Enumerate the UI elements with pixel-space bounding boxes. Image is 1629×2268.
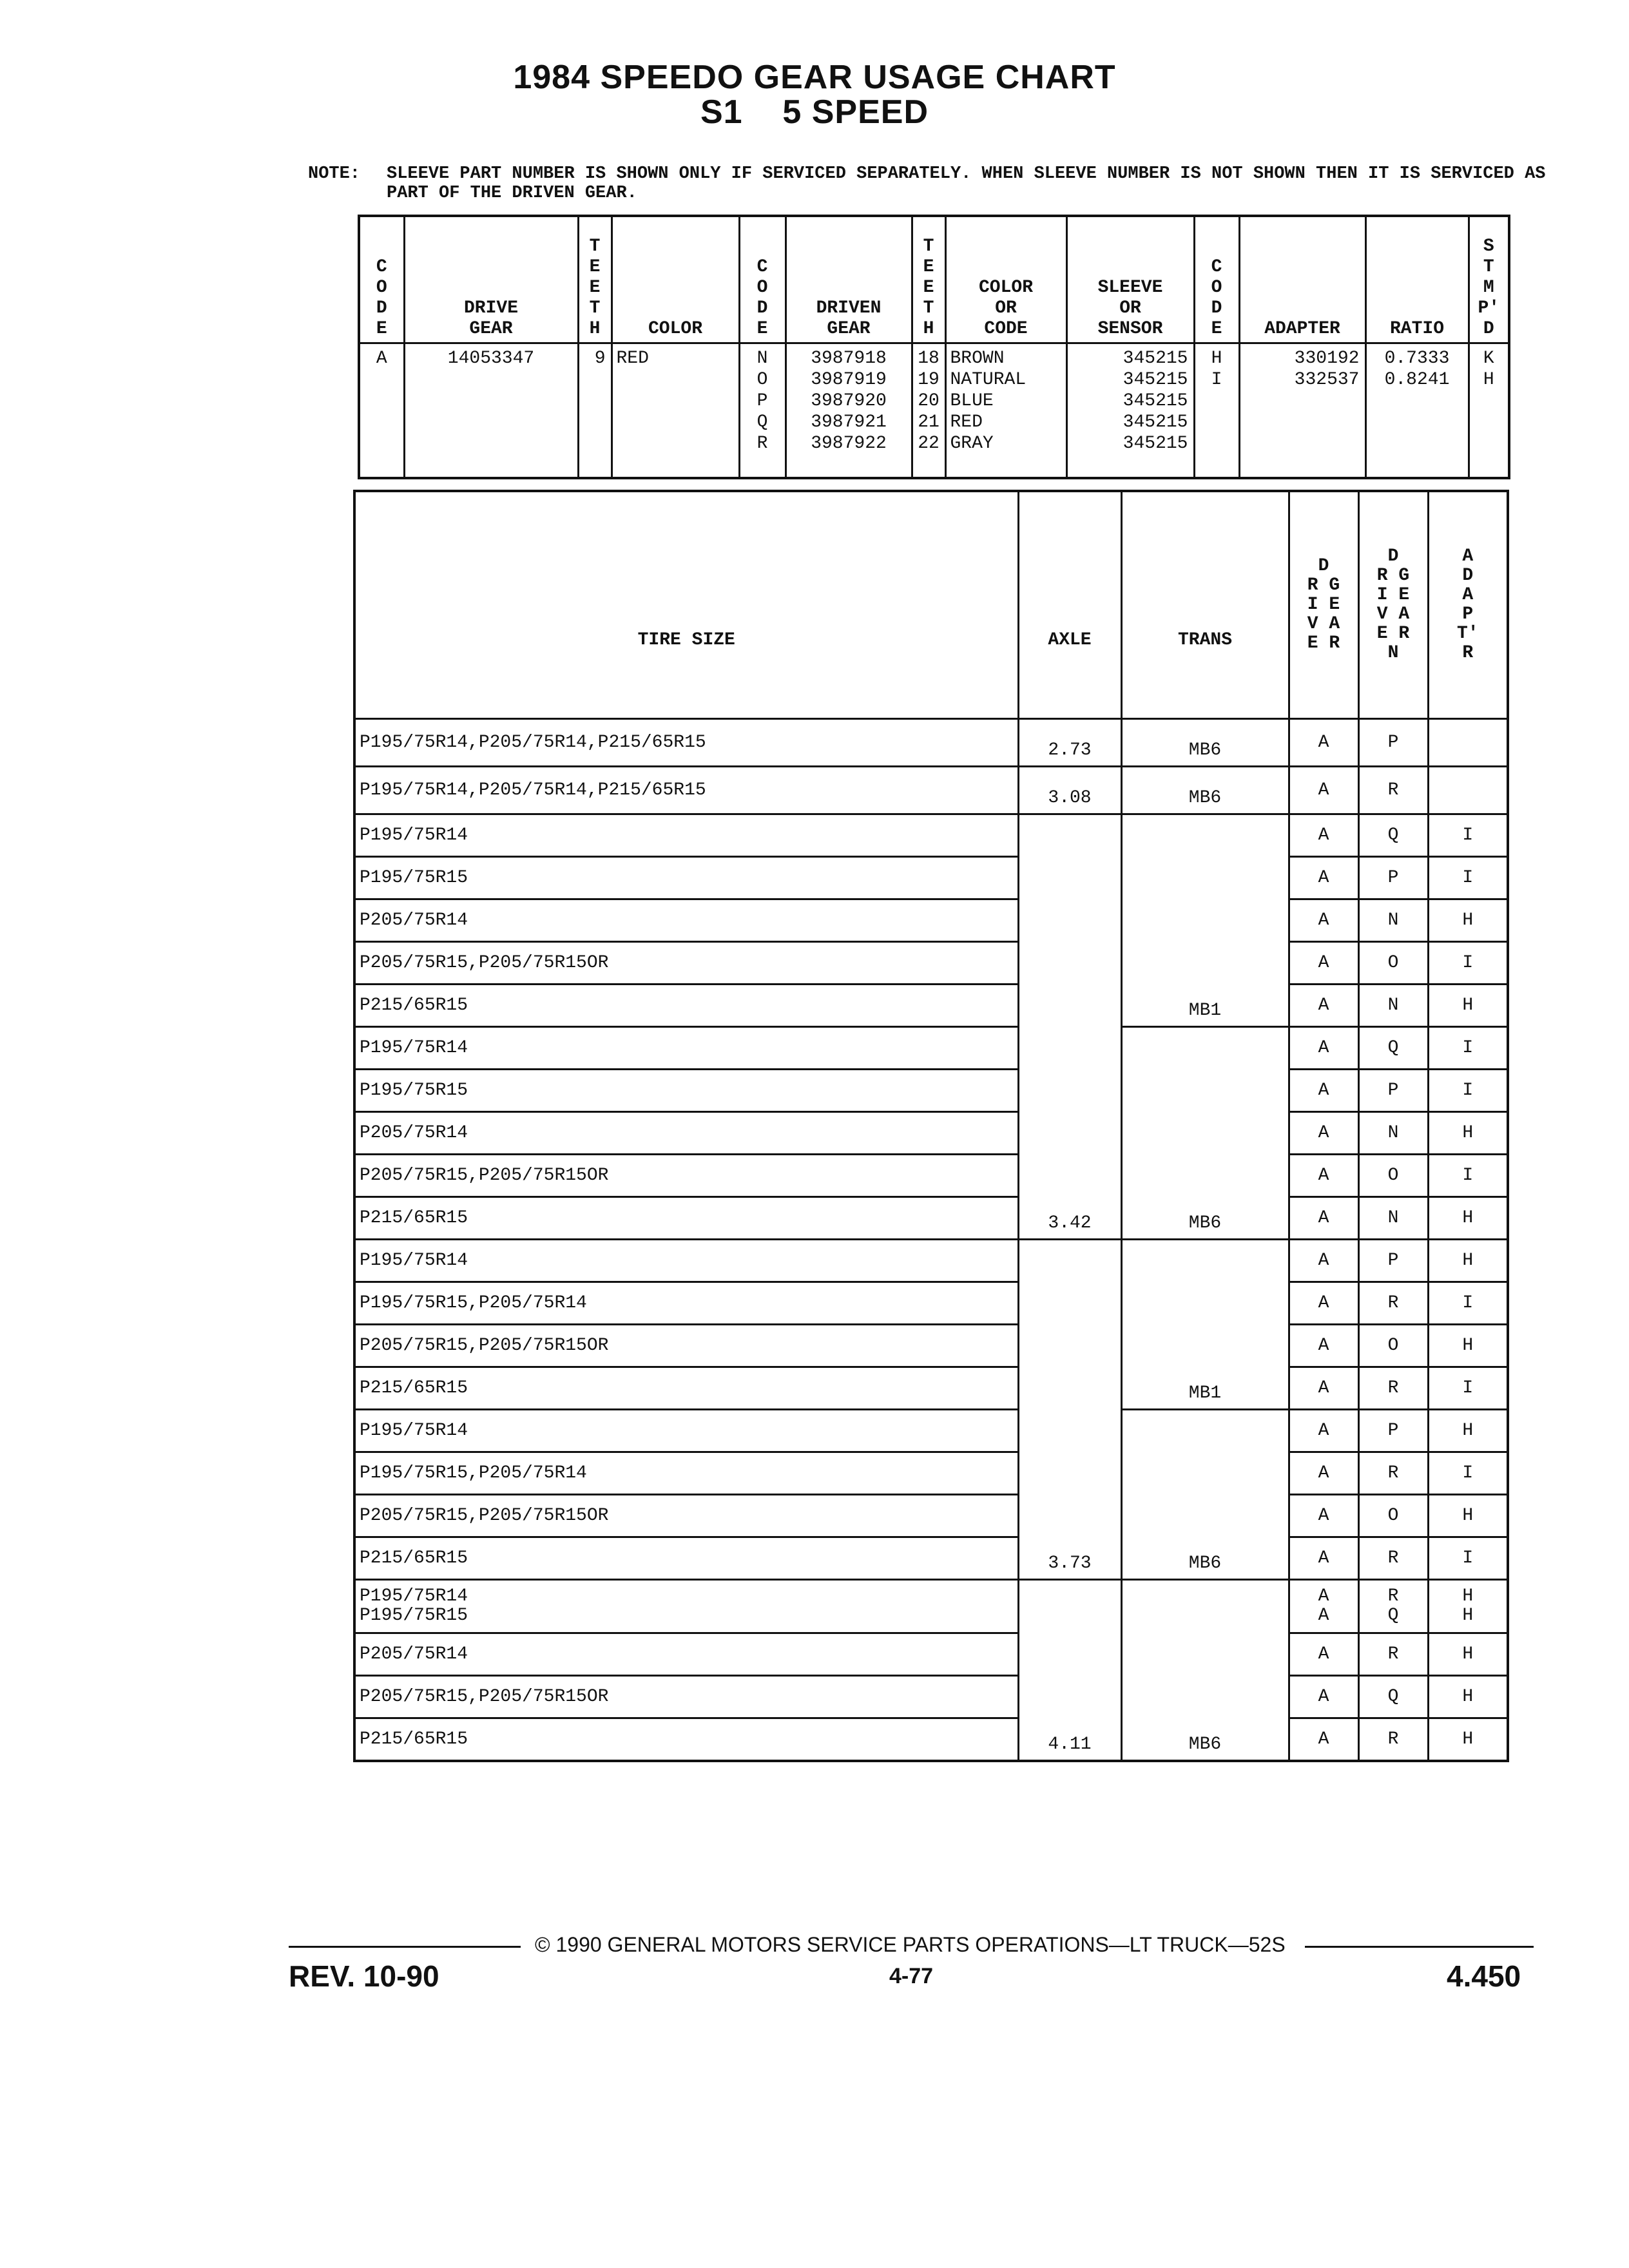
drive-code: A — [1289, 1112, 1358, 1155]
cell-stmpd: K H — [1469, 343, 1509, 479]
page-number-center: 4-77 — [889, 1964, 934, 1988]
table-row — [354, 1718, 1508, 1762]
adapter-code: H — [1428, 1676, 1508, 1718]
adapter-code: H — [1428, 1410, 1508, 1452]
table-row — [354, 857, 1508, 899]
adapter-code — [1428, 719, 1508, 767]
driven-code: O — [1358, 1495, 1428, 1537]
drive-code: A — [1289, 1240, 1358, 1282]
cell-color: RED — [612, 343, 739, 479]
driven-code: P — [1358, 1240, 1428, 1282]
table-row — [354, 719, 1508, 767]
table-row — [354, 1537, 1508, 1580]
tire-size: P195/75R14 — [354, 1240, 1018, 1282]
driven-code: N — [1358, 1112, 1428, 1155]
adapter-code: I — [1428, 1282, 1508, 1325]
driven-code: Q — [1358, 1027, 1428, 1070]
adapter-code: I — [1428, 814, 1508, 857]
tire-size: P195/75R14 — [354, 814, 1018, 857]
tire-table — [353, 490, 1509, 1762]
drive-code: A — [1289, 1070, 1358, 1112]
header-adapter-code: A D A P T' R — [1428, 491, 1508, 719]
revision-label: REV. 10-90 — [289, 1959, 439, 1993]
table-row — [354, 1112, 1508, 1155]
cell-teeth-driven: 18 19 20 21 22 — [912, 343, 945, 479]
tire-size: P195/75R15 — [354, 857, 1018, 899]
adapter-code — [1428, 767, 1508, 814]
driven-code: P — [1358, 857, 1428, 899]
drive-code: A — [1289, 1633, 1358, 1676]
drive-code: A — [1289, 942, 1358, 985]
adapter-code: I — [1428, 857, 1508, 899]
drive-code: A — [1289, 899, 1358, 942]
adapter-code: H — [1428, 1495, 1508, 1537]
drive-code: A — [1289, 1537, 1358, 1580]
axle-value: 3.08 — [1018, 767, 1121, 814]
driven-code: R Q — [1358, 1580, 1428, 1633]
adapter-code: I — [1428, 1027, 1508, 1070]
driven-code: R — [1358, 767, 1428, 814]
page-number-right: 4.450 — [1447, 1959, 1521, 1993]
tire-size: P215/65R15 — [354, 1197, 1018, 1240]
driven-code: P — [1358, 719, 1428, 767]
cell-teeth: 9 — [578, 343, 612, 479]
table-row — [354, 1027, 1508, 1070]
header-code: C O D E — [359, 216, 404, 343]
drive-code: A — [1289, 1367, 1358, 1410]
page-subtitle: S1 5 SPEED — [700, 93, 929, 131]
drive-code: A — [1289, 767, 1358, 814]
adapter-code: I — [1428, 942, 1508, 985]
drive-code: A — [1289, 1282, 1358, 1325]
table-row — [354, 1410, 1508, 1452]
cell-code-driven: N O P Q R — [739, 343, 786, 479]
note-label: NOTE: — [308, 164, 361, 184]
tire-size: P205/75R15,P205/75R15OR — [354, 1155, 1018, 1197]
driven-code: Q — [1358, 814, 1428, 857]
table-row — [354, 1452, 1508, 1495]
page-title: 1984 SPEEDO GEAR USAGE CHART — [513, 59, 1116, 96]
axle-value: 3.73 — [1018, 1240, 1121, 1580]
drive-code: A — [1289, 814, 1358, 857]
cell-color-or-code: BROWN NATURAL BLUE RED GRAY — [945, 343, 1066, 479]
header-code-adapter: C O D E — [1194, 216, 1239, 343]
drive-code: A — [1289, 1155, 1358, 1197]
trans-value: MB1 — [1121, 814, 1289, 1027]
tire-size: P195/75R14 — [354, 1027, 1018, 1070]
table-row — [354, 1325, 1508, 1367]
trans-value: MB6 — [1121, 767, 1289, 814]
driven-code: R — [1358, 1633, 1428, 1676]
table-row — [354, 985, 1508, 1027]
driven-code: O — [1358, 1155, 1428, 1197]
driven-code: Q — [1358, 1676, 1428, 1718]
adapter-code: H — [1428, 899, 1508, 942]
axle-value: 3.42 — [1018, 814, 1121, 1240]
tire-size: P215/65R15 — [354, 1367, 1018, 1410]
table-row — [354, 767, 1508, 814]
adapter-code: H — [1428, 1718, 1508, 1762]
driven-code: O — [1358, 942, 1428, 985]
table-row — [354, 899, 1508, 942]
drive-code: A — [1289, 857, 1358, 899]
driven-code: N — [1358, 985, 1428, 1027]
driven-code: P — [1358, 1410, 1428, 1452]
cell-driven-gear: 3987918 3987919 3987920 3987921 3987922 — [786, 343, 912, 479]
header-teeth: T E E T H — [578, 216, 612, 343]
drive-code: A — [1289, 719, 1358, 767]
header-code-driven: C O D E — [739, 216, 786, 343]
tire-size: P215/65R15 — [354, 1537, 1018, 1580]
cell-code: A — [359, 343, 404, 479]
tire-size: P205/75R14 — [354, 1112, 1018, 1155]
header-trans: TRANS — [1121, 491, 1289, 719]
header-sleeve-or-sensor: SLEEVE OR SENSOR — [1066, 216, 1194, 343]
table-row — [354, 1676, 1508, 1718]
cell-sleeve: 345215 345215 345215 345215 345215 — [1066, 343, 1194, 479]
footer-rule-right — [1305, 1946, 1534, 1948]
adapter-code: H — [1428, 1112, 1508, 1155]
header-drive-gear: DRIVE GEAR — [404, 216, 578, 343]
header-drive-gear-code: D R G I E V A E R — [1289, 491, 1358, 719]
adapter-code: H — [1428, 1240, 1508, 1282]
adapter-code: I — [1428, 1537, 1508, 1580]
tire-size: P205/75R15,P205/75R15OR — [354, 942, 1018, 985]
drive-code: A — [1289, 1495, 1358, 1537]
header-driven-gear: DRIVEN GEAR — [786, 216, 912, 343]
header-driven-gear-code: D R G I E V A E R N — [1358, 491, 1428, 719]
table-row — [354, 1633, 1508, 1676]
adapter-code: I — [1428, 1452, 1508, 1495]
trans-value: MB6 — [1121, 1410, 1289, 1580]
driven-code: R — [1358, 1718, 1428, 1762]
adapter-code: H — [1428, 1197, 1508, 1240]
axle-value: 2.73 — [1018, 719, 1121, 767]
tire-size: P215/65R15 — [354, 1718, 1018, 1762]
table-row — [354, 1580, 1508, 1633]
adapter-code: I — [1428, 1155, 1508, 1197]
adapter-code: I — [1428, 1367, 1508, 1410]
note-text: SLEEVE PART NUMBER IS SHOWN ONLY IF SERVICED SEPARATELY. WHEN SLEEVE NUMBER IS NOT SHOWN THEN IT IS SERVICED AS PART OF THE DRIVEN GEAR. — [387, 164, 1546, 203]
tire-size: P195/75R14 P195/75R15 — [354, 1580, 1018, 1633]
drive-code: A — [1289, 1410, 1358, 1452]
table-row — [354, 1070, 1508, 1112]
tire-size: P195/75R14 — [354, 1410, 1018, 1452]
header-adapter: ADAPTER — [1239, 216, 1365, 343]
adapter-code: H H — [1428, 1580, 1508, 1633]
header-ratio: RATIO — [1365, 216, 1469, 343]
tire-size: P195/75R15 — [354, 1070, 1018, 1112]
adapter-code: I — [1428, 1070, 1508, 1112]
drive-code: A — [1289, 1718, 1358, 1762]
tire-size: P205/75R15,P205/75R15OR — [354, 1325, 1018, 1367]
table-row — [354, 942, 1508, 985]
cell-ratio: 0.7333 0.8241 — [1365, 343, 1469, 479]
driven-code: N — [1358, 1197, 1428, 1240]
footer-rule-left — [289, 1946, 521, 1948]
header-color-or-code: COLOR OR CODE — [945, 216, 1066, 343]
tire-table-header — [354, 491, 1508, 719]
driven-code: R — [1358, 1282, 1428, 1325]
driven-code: R — [1358, 1367, 1428, 1410]
tire-size: P195/75R15,P205/75R14 — [354, 1282, 1018, 1325]
tire-size: P215/65R15 — [354, 985, 1018, 1027]
driven-code: O — [1358, 1325, 1428, 1367]
drive-code: A — [1289, 1027, 1358, 1070]
tire-size: P205/75R15,P205/75R15OR — [354, 1676, 1018, 1718]
drive-code: A — [1289, 985, 1358, 1027]
table-row — [354, 1282, 1508, 1325]
trans-value: MB1 — [1121, 1240, 1289, 1410]
drive-code: A — [1289, 1676, 1358, 1718]
drive-code: A — [1289, 1197, 1358, 1240]
drive-code: A — [1289, 1452, 1358, 1495]
drive-code: A — [1289, 1325, 1358, 1367]
copyright-line: © 1990 GENERAL MOTORS SERVICE PARTS OPERATIONS—LT TRUCK—52S — [535, 1933, 1286, 1956]
header-teeth-driven: T E E T H — [912, 216, 945, 343]
adapter-code: H — [1428, 1633, 1508, 1676]
cell-code-adapter: H I — [1194, 343, 1239, 479]
tire-size: P205/75R14 — [354, 1633, 1018, 1676]
table-row — [354, 1367, 1508, 1410]
tire-size: P195/75R14,P205/75R14,P215/65R15 — [354, 767, 1018, 814]
gear-table-row — [359, 343, 1509, 479]
tire-size: P205/75R14 — [354, 899, 1018, 942]
trans-value: MB6 — [1121, 1027, 1289, 1240]
axle-value: 4.11 — [1018, 1580, 1121, 1762]
driven-code: R — [1358, 1452, 1428, 1495]
gear-table-header — [359, 216, 1509, 343]
driven-code: P — [1358, 1070, 1428, 1112]
tire-size: P195/75R14,P205/75R14,P215/65R15 — [354, 719, 1018, 767]
adapter-code: H — [1428, 1325, 1508, 1367]
table-row — [354, 1197, 1508, 1240]
adapter-code: H — [1428, 985, 1508, 1027]
drive-code: A A — [1289, 1580, 1358, 1633]
tire-size: P205/75R15,P205/75R15OR — [354, 1495, 1018, 1537]
table-row — [354, 1155, 1508, 1197]
table-row — [354, 1495, 1508, 1537]
gear-table — [358, 215, 1510, 479]
driven-code: N — [1358, 899, 1428, 942]
header-tire-size: TIRE SIZE — [354, 491, 1018, 719]
header-color: COLOR — [612, 216, 739, 343]
cell-drive-gear: 14053347 — [404, 343, 578, 479]
header-axle: AXLE — [1018, 491, 1121, 719]
driven-code: R — [1358, 1537, 1428, 1580]
trans-value: MB6 — [1121, 719, 1289, 767]
header-stmpd: S T M P' D — [1469, 216, 1509, 343]
cell-adapter: 330192 332537 — [1239, 343, 1365, 479]
table-row — [354, 814, 1508, 857]
tire-size: P195/75R15,P205/75R14 — [354, 1452, 1018, 1495]
table-row — [354, 1240, 1508, 1282]
trans-value: MB6 — [1121, 1580, 1289, 1762]
